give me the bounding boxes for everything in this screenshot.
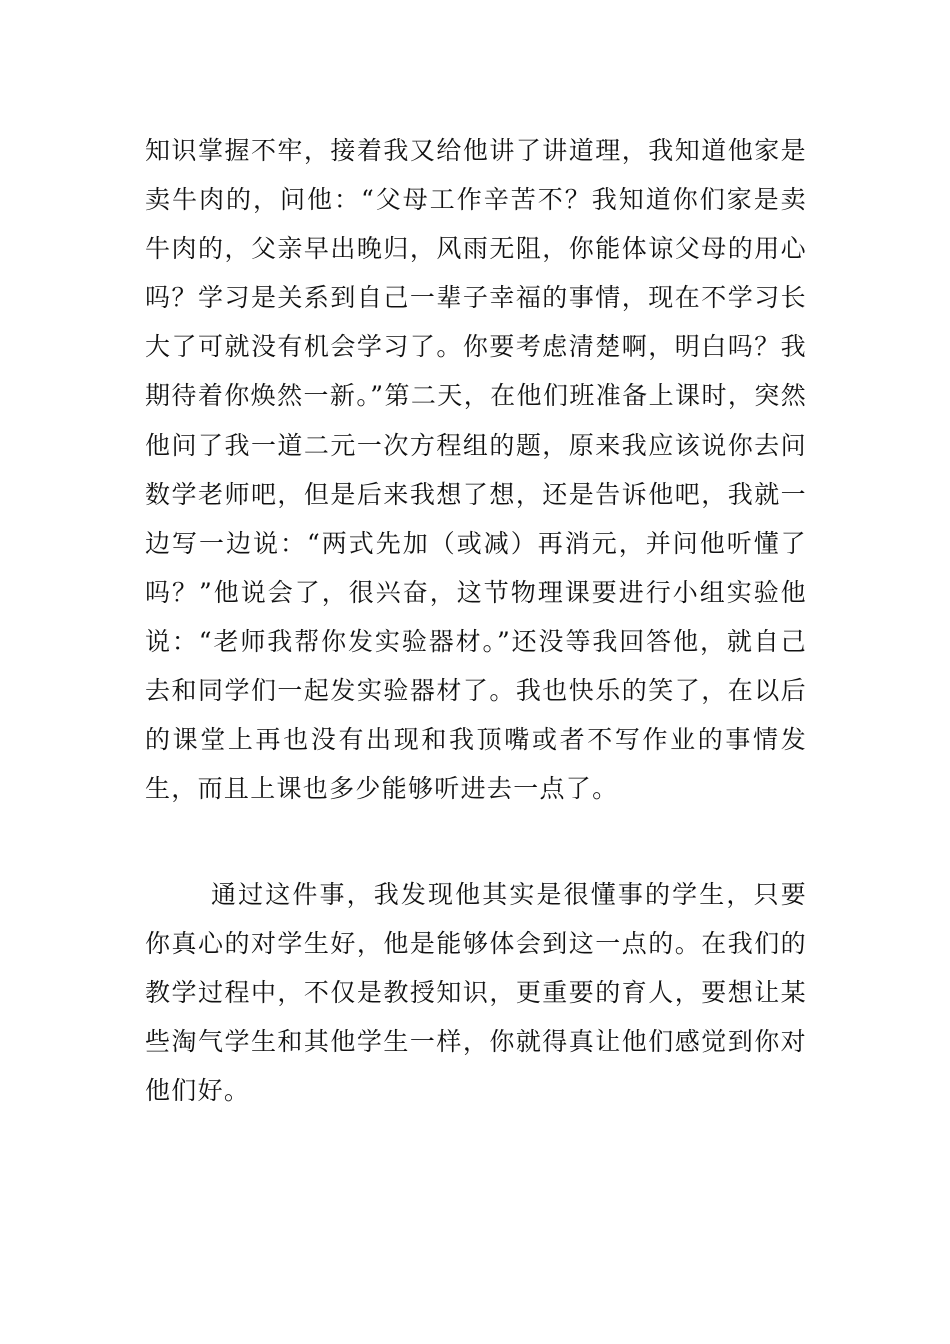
paragraph-story: 知识掌握不牢，接着我又给他讲了讲道理，我知道他家是卖牛肉的，问他：“父母工作辛苦不？我知道你们家是卖牛肉的，父亲早出晚归，风雨无阻，你能体谅父母的用心吗？学习是关系到自己一辈子幸福的事情，现在不学习长大了可就没有机会学习了。你要考虑清楚啊，明白吗？我期待着你焕然一新。”第二天，在他们班准备上课时，突然他问了我一道二元一次方程组的题，原来我应该说你去问数学老师吧，但是后来我想了想，还是告诉他吧，我就一边写一边说：“两式先加（或减）再消元，并问他听懂了吗？”他说会了，很兴奋，这节物理课要进行小组实验他说：“老师我帮你发实验器材。”还没等我回答他，就自己去和同学们一起发实验器材了。我也快乐的笑了，在以后的课堂上再也没有出现和我顶嘴或者不写作业的事情发生，而且上课也多少能够听进去一点了。: [145, 136, 807, 804]
paragraph-reflection: 通过这件事，我发现他其实是很懂事的学生，只要你真心的对学生好，他是能够体会到这一点的。在我们的教学过程中，不仅是教授知识，更重要的育人，要想让某些淘气学生和其他学生一样，你就得真让他们感觉到你对他们好。: [145, 880, 807, 1106]
